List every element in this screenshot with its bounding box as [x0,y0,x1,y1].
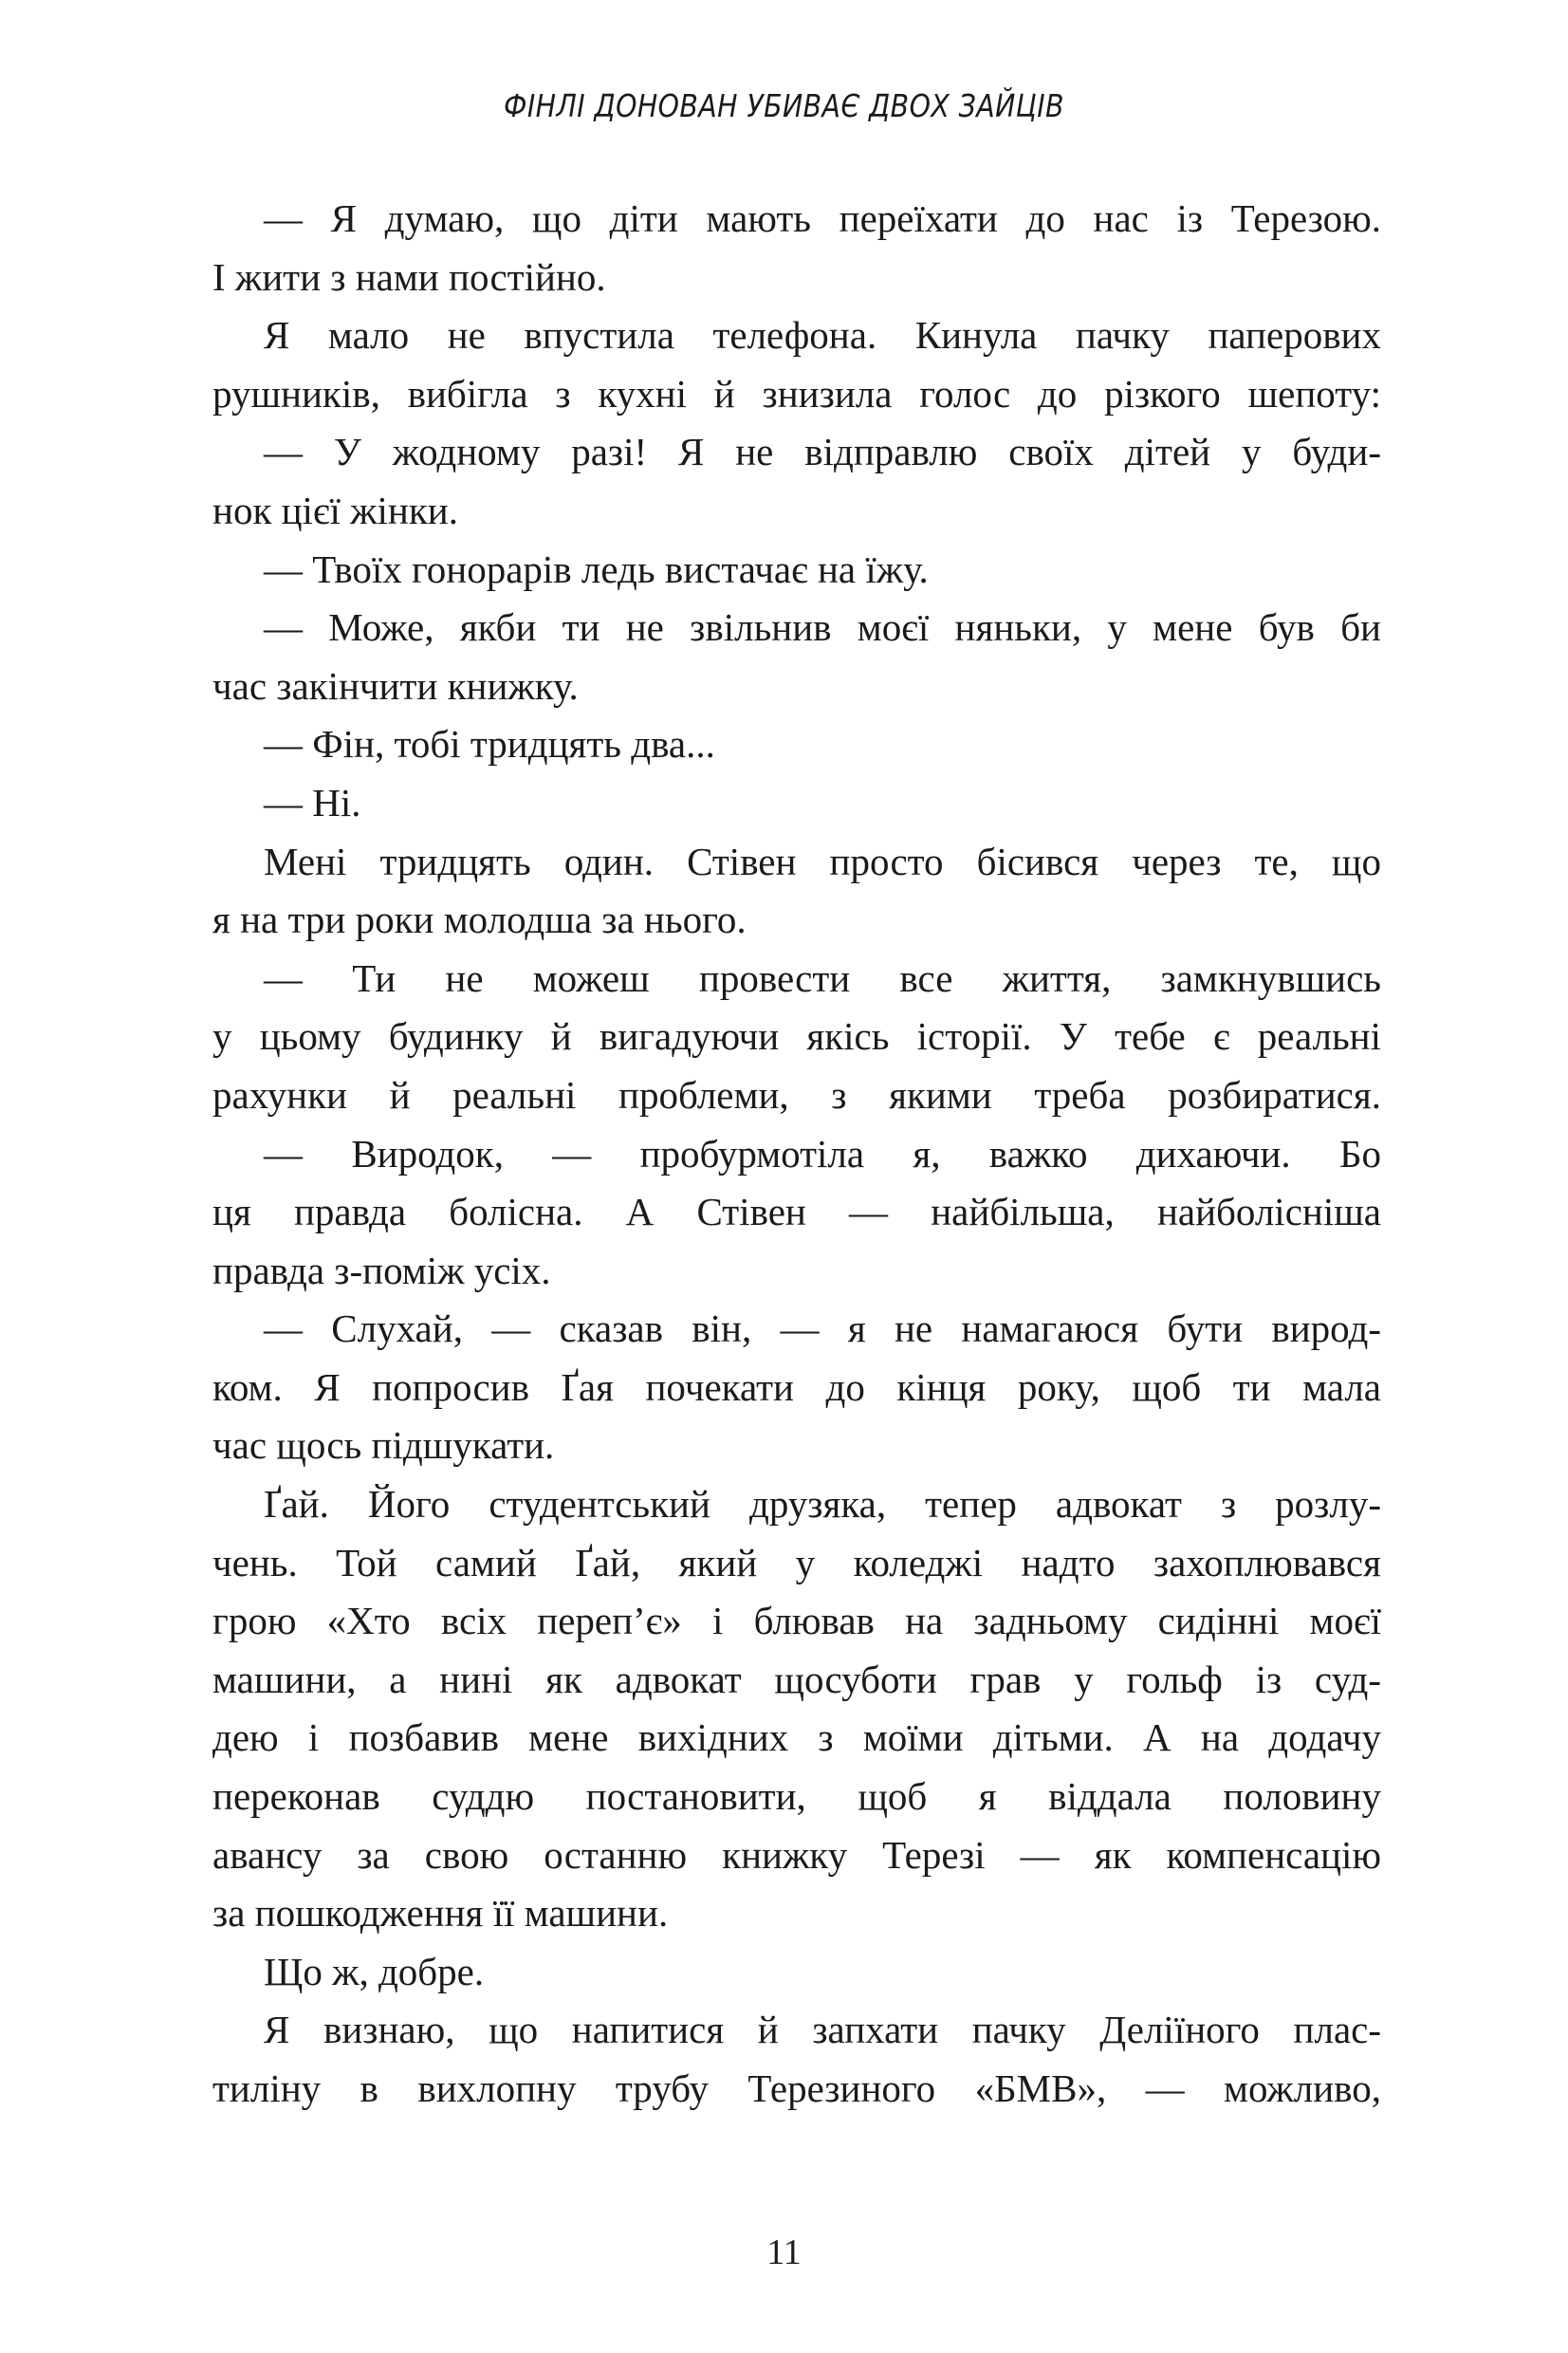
text-line: — Може, якби ти не звільнив моєї няньки, у мене був би [264,605,1381,650]
text-line: авансу за свою останню книжку Терезі — як компенсацію [212,1832,1381,1877]
text-line: Ґай. Його студентський друзяка, тепер адвокат з розлу- [264,1482,1381,1527]
text-line: дею і позбавив мене вихідних з моїми дітьми. А на додачу [212,1715,1381,1760]
text-line: І жити з нами постійно. [212,254,606,299]
text-line: — Слухай, — сказав він, — я не намагаюся бути вирод- [264,1306,1381,1351]
text-line: я на три роки молодша за нього. [212,898,747,942]
text-line: Я визнаю, що напитися й запхати пачку Деліїного плас- [264,2008,1381,2052]
text-line: за пошкодження її машини. [212,1891,669,1936]
text-line: — Твоїх гонорарів ледь вистачає на їжу. [264,547,929,591]
text-line: машини, а нині як адвокат щосуботи грав у гольф із суд- [212,1657,1381,1701]
text-line: — Ні. [264,780,361,824]
text-line: ком. Я попросив Ґая почекати до кінця року, щоб ти мала [212,1364,1381,1409]
text-line: — Я думаю, що діти мають переїхати до нас із Терезою. [264,196,1381,240]
page-number: 11 [766,2233,802,2272]
text-line: Що ж, добре. [264,1949,485,1993]
text-line: у цьому будинку й вигадуючи якісь історії. У тебе є реальні [212,1014,1381,1059]
text-line: — Виродок, — пробурмотіла я, важко дихаючи. Бо [264,1131,1381,1176]
text-line: рушників, вибігла з кухні й знизила голос до різкого шепоту: [212,371,1381,416]
text-line: грою «Хто всіх переп’є» і блював на задньому сидінні моєї [212,1599,1381,1643]
text-line: переконав суддю постановити, щоб я віддала половину [212,1774,1381,1819]
text-line: — У жодному разі! Я не відправлю своїх дітей у буди- [264,430,1381,474]
text-line: тиліну в вихлопну трубу Терезиного «БМВ», — можливо, [212,2066,1381,2110]
text-line: ця правда болісна. А Стівен — найбільша, найболісніша [212,1190,1381,1234]
text-line: Я мало не впустила телефона. Кинула пачку паперових [264,313,1381,358]
body-text [212,190,1381,2119]
text-line: правда з-поміж усіх. [212,1248,551,1292]
text-line: — Ти не можеш провести все життя, замкнувшись [264,955,1381,1000]
text-line: нок цієї жінки. [212,488,458,532]
text-line: час закінчити книжку. [212,663,579,708]
text-line: чень. Той самий Ґай, який у коледжі надто захоплювався [212,1540,1381,1584]
text-line: Мені тридцять один. Стівен просто бісився через те, що [264,839,1381,883]
text-line: рахунки й реальні проблеми, з якими треба розбиратися. [212,1072,1381,1117]
text-line: час щось підшукати. [212,1423,555,1468]
text-line: — Фін, тобі тридцять два... [264,722,715,767]
running-head: ФІНЛІ ДОНОВАН УБИВАЄ ДВОХ ЗАЙЦІВ [504,87,1064,124]
